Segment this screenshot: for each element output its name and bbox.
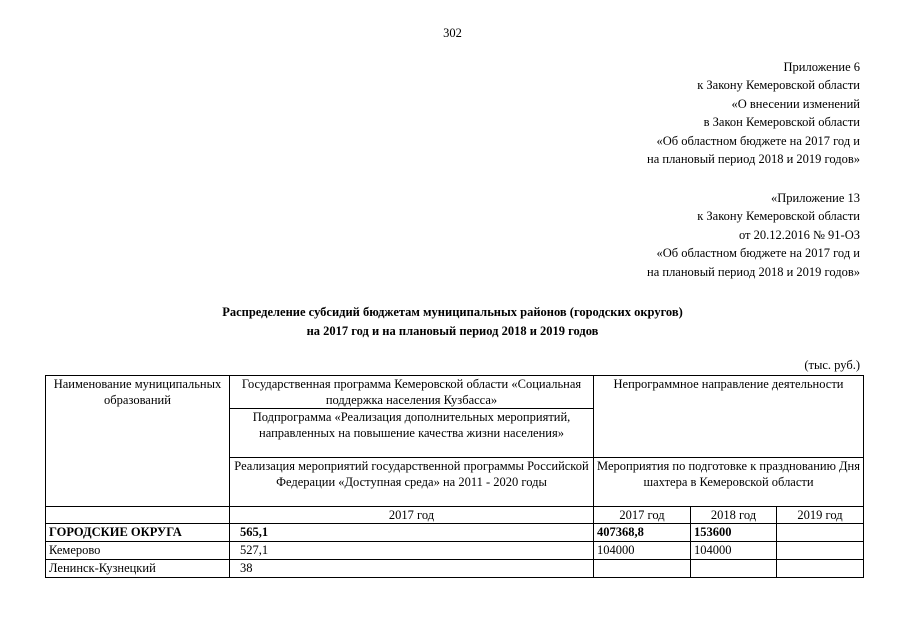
row-nonprogram-2018: 153600 xyxy=(691,524,777,542)
header-year-2018: 2018 год xyxy=(691,507,777,524)
row-nonprogram-2019 xyxy=(777,524,864,542)
row-name: ГОРОДСКИЕ ОКРУГА xyxy=(46,524,230,542)
title-line-2: на 2017 год и на плановый период 2018 и 2019 годов xyxy=(306,323,599,338)
header-state-program: Государственная программа Кемеровской области «Социальная поддержка населения Кузбасса» xyxy=(230,376,594,409)
row-nonprogram-2019 xyxy=(777,560,864,578)
row-nonprogram-2018 xyxy=(691,560,777,578)
header-non-program: Непрограммное направление деятельности xyxy=(594,376,864,458)
header-year-2017-program: 2017 год xyxy=(230,507,594,524)
subsidy-table xyxy=(45,375,864,578)
header-municipality: Наименование муниципальных образований xyxy=(46,376,230,507)
appendix-line: «Об областном бюджете на 2017 год и xyxy=(656,246,860,261)
units-label: (тыс. руб.) xyxy=(804,358,860,372)
header-year-2017: 2017 год xyxy=(594,507,691,524)
row-program-2017: 527,1 xyxy=(230,542,594,560)
appendix-reference-original xyxy=(647,189,860,281)
header-accessible-environment: Реализация мероприятий государственной программы Российской Федерации «Доступная среда» на 2011 - 2020 годы xyxy=(230,458,594,507)
appendix-reference-current xyxy=(647,58,860,168)
appendix-line: в Закон Кемеровской области xyxy=(703,115,860,130)
row-nonprogram-2017: 104000 xyxy=(594,542,691,560)
row-nonprogram-2018: 104000 xyxy=(691,542,777,560)
appendix-line: на плановый период 2018 и 2019 годов» xyxy=(647,152,860,167)
title-line-1: Распределение субсидий бюджетам муниципальных районов (городских округов) xyxy=(222,305,683,319)
row-nonprogram-2017 xyxy=(594,560,691,578)
appendix-line: к Закону Кемеровской области xyxy=(697,209,860,224)
appendix-line: Приложение 6 xyxy=(783,60,860,74)
row-program-2017: 565,1 xyxy=(230,524,594,542)
header-year-2019: 2019 год xyxy=(777,507,864,524)
table-row xyxy=(46,524,864,542)
appendix-line: «О внесении изменений xyxy=(731,96,860,111)
header-empty-cell xyxy=(46,507,230,524)
header-miners-day: Мероприятия по подготовке к празднованию Дня шахтера в Кемеровской области xyxy=(594,458,864,507)
document-title xyxy=(0,303,905,340)
appendix-line: к Закону Кемеровской области xyxy=(697,78,860,93)
page-number: 302 xyxy=(443,26,462,40)
row-nonprogram-2017: 407368,8 xyxy=(594,524,691,542)
table-row xyxy=(46,542,864,560)
row-name: Кемерово xyxy=(46,542,230,560)
table-row xyxy=(46,560,864,578)
row-nonprogram-2019 xyxy=(777,542,864,560)
row-program-2017: 38 xyxy=(230,560,594,578)
appendix-line: от 20.12.2016 № 91-ОЗ xyxy=(738,227,860,242)
appendix-line: на плановый период 2018 и 2019 годов» xyxy=(647,264,860,279)
header-subprogram: Подпрограмма «Реализация дополнительных мероприятий, направленных на повышение качества жизни населения» xyxy=(230,409,594,458)
appendix-line: «Об областном бюджете на 2017 год и xyxy=(656,133,860,148)
row-name: Ленинск-Кузнецкий xyxy=(46,560,230,578)
appendix-line: «Приложение 13 xyxy=(771,191,860,205)
